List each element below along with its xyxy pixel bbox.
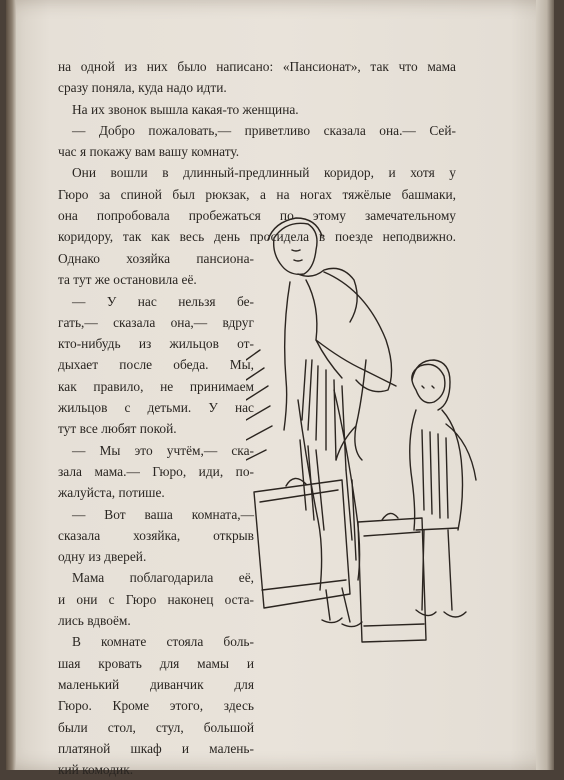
text-line: жильцов с детьми. У нас xyxy=(58,400,254,416)
text-line: маленький диванчик для xyxy=(58,676,254,692)
text-line: сказала хозяйка, открыв xyxy=(58,527,254,543)
text-line: В комнате стояла боль- xyxy=(72,634,254,650)
text-line: На их звонок вышла какая-то женщина. xyxy=(72,101,299,117)
text-line: и они с Гюро наконец оста- xyxy=(58,591,254,607)
text-line: сразу поняла, куда надо идти. xyxy=(58,80,227,96)
narrow-text-column xyxy=(58,248,254,780)
text-line: Гюро. Кроме этого, здесь xyxy=(58,698,254,714)
text-line: час я покажу вам вашу комнату. xyxy=(58,144,240,160)
text-line: — У нас нельзя бе- xyxy=(72,293,254,309)
text-line: Гюро за спиной был рюкзак, а на ногах тяжёлые башмаки, xyxy=(58,186,456,202)
text-line: как правило, не принимаем xyxy=(58,378,254,394)
text-line: Они вошли в длинный-предлинный коридор, и хотя у xyxy=(72,165,456,181)
text-line: дыхает после обеда. Мы, xyxy=(58,357,254,373)
text-line: Мама поблагодарила её, xyxy=(72,570,254,586)
page-edge xyxy=(536,0,554,770)
text-line: шая кровать для мамы и xyxy=(58,655,254,671)
text-line: одну из дверей. xyxy=(58,549,147,565)
text-line: кто-нибудь из жильцов от- xyxy=(58,336,254,352)
text-line: кий комодик. xyxy=(58,762,134,778)
text-line: — Мы это учтём,— ска- xyxy=(72,442,254,458)
book-spine xyxy=(6,0,16,770)
text-line: тут все любят покой. xyxy=(58,421,177,437)
text-line: коридору, так как весь день просидела в поезде неподвижно. xyxy=(58,229,456,245)
text-line: та тут же остановила её. xyxy=(58,272,197,288)
text-line: платяной шкаф и малень- xyxy=(58,740,254,756)
illustration-mother-and-child-with-suitcases xyxy=(246,210,508,658)
text-line: лись вдвоём. xyxy=(58,613,131,629)
text-line: — Вот ваша комната,— xyxy=(72,506,254,522)
text-line: были стол, стул, большой xyxy=(58,719,254,735)
text-line: на одной из них было написано: «Пансионат», так что мама xyxy=(58,59,456,74)
book-page xyxy=(6,0,554,778)
text-line: она попробовала пробежаться по этому замечательному xyxy=(58,208,456,224)
text-line: зала мама.— Гюро, иди, по- xyxy=(58,463,254,479)
text-line: Однако хозяйка пансиона- xyxy=(58,251,254,266)
text-line: гать,— сказала она,— вдруг xyxy=(58,314,254,330)
text-line: — Добро пожаловать,— приветливо сказала она.— Сей- xyxy=(72,122,456,138)
text-line: жалуйста, потише. xyxy=(58,485,165,501)
